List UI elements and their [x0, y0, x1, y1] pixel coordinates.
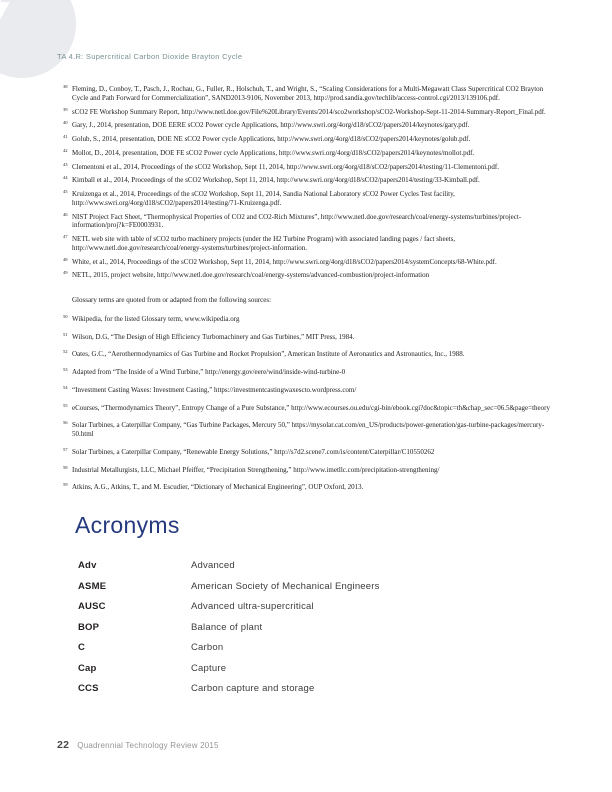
reference-item-number: 41 [63, 134, 68, 139]
reference-item-text: NIST Project Fact Sheet, “Thermophysical Properties of CO2 and CO2-Rich Mixtures”, http://www.netl.doe.gov/research/coal/energy-systems/turbines/project-information/proj?k=FE0003931. [72, 212, 522, 230]
acronym-term: BOP [78, 621, 100, 633]
acronym-term: C [78, 642, 86, 653]
glossary-source-item-text: “Investment Casting Waxes: Investment Casting,” https://investmentcastingwaxescto.wordpress.com/ [72, 385, 357, 394]
document-header: TA 4.R: Supercritical Carbon Dioxide Brayton Cycle [57, 52, 243, 61]
glossary-source-item-text: Atkins, A.G., Atkins, T., and M. Escudier, “Dictionary of Mechanical Engineering”, OUP Oxford, 2013. [72, 483, 364, 492]
glossary-sources-section [62, 315, 556, 492]
reference-item-number: 45 [63, 189, 68, 194]
acronym-term: Adv [78, 560, 97, 571]
reference-item-text: NETL web site with table of sCO2 turbo machinery projects (under the H2 Turbine Program) with associated landing pages / fact sheets, http://www.netl.doe.gov/research/coal/energy-systems/turbines/project-information. [72, 235, 456, 252]
acronym-definition: Carbon capture and storage [191, 683, 315, 694]
reference-item [62, 271, 556, 280]
acronym-term: AUSC [78, 601, 106, 612]
qtr-logo [0, 0, 76, 78]
glossary-source-item [62, 386, 556, 395]
glossary-source-item-text: eCourses, “Thermodynamics Theory”, Entropy Change of a Pure Substance,” http://www.ecourses.ou.edu/cgi-bin/ebook.cgi?doc&topic=th&chap_sec=06.5&page=theory [72, 403, 550, 412]
glossary-source-item-number: 51 [63, 331, 68, 337]
reference-item-number: 44 [63, 175, 68, 181]
glossary-source-item-number: 57 [63, 446, 68, 452]
reference-item [62, 121, 556, 130]
acronyms-heading: Acronyms [75, 512, 180, 538]
acronym-definition: Carbon [191, 642, 224, 653]
acronym-row [78, 560, 556, 571]
reference-item-number: 42 [63, 147, 68, 153]
glossary-source-item-number: 56 [63, 420, 68, 426]
footer-title: Quadrennial Technology Review 2015 [77, 741, 219, 750]
reference-item-text: Mollot, D., 2014, presentation, DOE FE sCO2 Power cycle Applications, http://www.swri.org/4org/d18/sCO2/papers2014/keynotes/mollot.pdf. [72, 148, 475, 157]
reference-item-text: Clementoni et al., 2014, Proceedings of the sCO2 Workshop, Sept 11, 2014, http://www.swri.org/4org/d18/sCO2/papers2014/testing/11-Clementoni.pdf. [72, 162, 499, 171]
page-footer [57, 739, 219, 751]
glossary-source-item-number: 52 [63, 349, 68, 355]
glossary-source-item [62, 350, 556, 359]
references-section [62, 85, 556, 280]
reference-item [62, 85, 556, 103]
reference-item-text: sCO2 FE Workshop Summary Report, http://www.netl.doe.gov/File%20Library/Events/2014/sco2workshop/sCO2-Workshop-Sept-11-2014-Summary-Report_Final.pdf. [72, 107, 546, 116]
reference-item-text: Gary, J., 2014, presentation, DOE EERE sCO2 Power cycle Applications, http://www.swri.org/4org/d18/sCO2/papers2014/keynotes/gary.pdf. [72, 121, 470, 130]
acronym-row [78, 581, 556, 592]
glossary-source-item-text: Adapted from “The Inside of a Wind Turbine,” http://energy.gov/eere/wind/inside-wind-turbine-0 [72, 368, 346, 376]
acronym-definition: Advanced [191, 560, 235, 571]
page-number: 22 [57, 739, 70, 751]
reference-item-number: 40 [63, 120, 68, 126]
acronym-definition: American Society of Mechanical Engineers [191, 580, 380, 592]
reference-item [62, 176, 556, 185]
reference-item [62, 163, 556, 172]
reference-item [62, 108, 556, 117]
reference-item-text: Golub, S., 2014, presentation, DOE NE sCO2 Power cycle Applications, http://www.swri.org/4org/d18/sCO2/papers2014/keynotes/golub.pdf. [72, 135, 471, 143]
glossary-source-item-text: Solar Turbines, a Caterpillar Company, “Renewable Energy Solutions,” http://s7d2.scene7.com/is/content/Caterpillar/C10550262 [72, 447, 435, 456]
acronym-definition: Advanced ultra-supercritical [191, 601, 314, 612]
glossary-source-item-number: 50 [63, 313, 68, 319]
glossary-intro: Glossary terms are quoted from or adapted from the following sources: [72, 296, 272, 304]
glossary-source-item [62, 448, 556, 457]
acronym-row [78, 683, 556, 694]
glossary-source-item-text: Industrial Metallurgists, LLC, Michael Pfeiffer, “Precipitation Strengthening,” http://www.imetllc.com/precipitation-strengthening/ [72, 465, 440, 474]
glossary-source-item [62, 315, 556, 324]
reference-item [62, 258, 556, 267]
reference-item-number: 49 [63, 270, 68, 276]
glossary-source-item [62, 483, 556, 492]
reference-item-text: White, et al., 2014, Proceedings of the sCO2 Workshop, Sept 11, 2014, http://www.swri.org/4org/d18/sCO2/papers2014/systemConcepts/68-White.pdf. [72, 257, 497, 266]
reference-item [62, 149, 556, 158]
glossary-source-item [62, 421, 556, 439]
acronym-term: CCS [78, 683, 99, 694]
page-content [62, 85, 556, 704]
acronym-row [78, 601, 556, 612]
glossary-source-item-text: Solar Turbines, a Caterpillar Company, “Gas Turbine Packages, Mercury 50,” https://mysolar.cat.com/en_US/products/power-generation/gas-turbine-packages/mercury-50.html [72, 421, 545, 438]
reference-item [62, 190, 556, 208]
reference-item-number: 46 [63, 211, 68, 217]
reference-item-text: Kruizenga et al., 2014, Proceedings of the sCO2 Workshop, Sept 11, 2014, Sandia National Laboratory sCO2 Power Cycles Test facility, http://www.swri.org/4org/d18/sCO2/papers2014/testing/71-Kruizenga.pdf. [72, 190, 455, 207]
glossary-source-item-number: 59 [63, 482, 68, 488]
reference-item [62, 213, 556, 231]
glossary-source-item-text: Wilson, D.G, “The Design of High Efficiency Turbomachinery and Gas Turbines,” MIT Press, 1984. [72, 332, 355, 341]
reference-item-number: 48 [63, 256, 68, 262]
glossary-source-item [62, 466, 556, 475]
glossary-source-item-number: 54 [63, 384, 68, 390]
reference-item-number: 39 [63, 106, 68, 112]
glossary-source-item-number: 53 [63, 367, 68, 372]
reference-item-number: 38 [63, 84, 68, 89]
acronym-definition: Balance of plant [191, 621, 263, 633]
glossary-source-item-number: 58 [63, 464, 68, 470]
acronym-definition: Capture [191, 662, 227, 674]
reference-item [62, 235, 556, 253]
glossary-source-item [62, 404, 556, 413]
reference-item [62, 135, 556, 144]
reference-item-number: 43 [63, 161, 68, 167]
acronym-term: ASME [78, 580, 107, 592]
glossary-source-item-text: Wikipedia, for the listed Glossary term, www.wikipedia.org [72, 314, 240, 323]
glossary-source-item [62, 368, 556, 377]
glossary-source-item-number: 55 [63, 402, 68, 408]
acronym-row [78, 663, 556, 674]
reference-item-text: Kimball et al., 2014, Proceedings of the sCO2 Workshop, Sept 11, 2014, http://www.swri.org/4org/d18/sCO2/papers2014/testing/33-Kimball.pdf. [72, 176, 480, 185]
acronyms-table [78, 560, 556, 694]
reference-item-text: Fleming, D., Conboy, T., Pasch, J., Rochau, G., Fuller, R., Holschuh, T., and Wright, S., “Scaling Considerations for a Multi-Megawatt Class Supercritical CO2 Brayton Cycle and Path Forward for Commercialization”, SAND2013-9106, November 2013, http://prod.sandia.gov/techlib/access-control.cgi/2013/139106.pdf. [72, 85, 544, 102]
reference-item-number: 47 [63, 234, 68, 239]
lightning-bolt-icon [0, 0, 16, 46]
acronym-row [78, 642, 556, 653]
acronym-row [78, 622, 556, 633]
glossary-source-item [62, 333, 556, 342]
glossary-source-item-text: Oates, G.C., “Aerothermodynamics of Gas Turbine and Rocket Propulsion”, American Institute of Aeronautics and Astronautics, Inc., 1988. [72, 350, 465, 359]
reference-item-text: NETL, 2015, project website, http://www.netl.doe.gov/research/coal/energy-systems/advanced-combustion/project-information [72, 271, 430, 280]
acronym-term: Cap [78, 662, 97, 674]
